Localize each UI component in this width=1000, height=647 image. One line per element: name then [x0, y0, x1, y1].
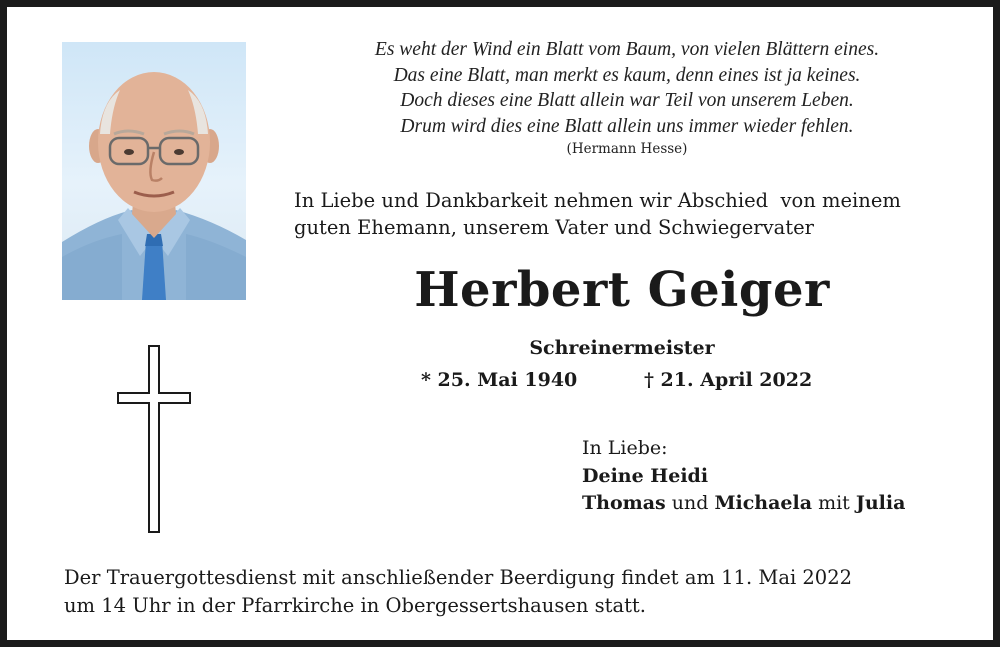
service-line: Der Trauergottesdienst mit anschließender Beerdigung findet am 11. Mai 2022: [64, 566, 853, 589]
death-date: † 21. April 2022: [644, 369, 813, 391]
portrait-photo: [62, 42, 246, 300]
intro-line: guten Ehemann, unserem Vater und Schwiegervater: [294, 216, 814, 239]
poem-author: (Hermann Hesse): [566, 141, 688, 157]
mourner-name: Thomas: [582, 492, 666, 514]
intro-line: In Liebe und Dankbarkeit nehmen wir Abschied von meinem: [294, 189, 901, 212]
birth-date: * 25. Mai 1940: [421, 369, 578, 391]
mourner-name: Michaela: [714, 492, 813, 514]
cross-icon: [117, 345, 191, 533]
poem-line: Das eine Blatt, man merkt es kaum, denn eines ist ja keines.: [393, 64, 861, 86]
service-info: [64, 564, 964, 620]
poem: [297, 37, 957, 159]
deceased-name: Herbert Geiger: [414, 262, 830, 318]
poem-line: Drum wird dies eine Blatt allein uns immer wieder fehlen.: [400, 115, 854, 137]
intro-text: [294, 187, 984, 241]
portrait-illustration: [62, 42, 246, 300]
deceased-profession: Schreinermeister: [529, 337, 715, 359]
mourner-line: Deine Heidi: [582, 464, 709, 487]
mourners: [582, 435, 905, 518]
poem-line: Doch dieses eine Blatt allein war Teil von unserem Leben.: [400, 90, 854, 111]
mourner-name: Julia: [855, 492, 906, 514]
poem-line: Es weht der Wind ein Blatt vom Baum, von vielen Blättern eines.: [374, 39, 880, 60]
mourner-connector: mit: [812, 492, 856, 514]
mourners-heading: In Liebe:: [582, 437, 668, 459]
mourner-connector: und: [665, 492, 715, 514]
service-line: um 14 Uhr in der Pfarrkirche in Obergessertshausen statt.: [64, 594, 646, 617]
mourner-line: [582, 490, 905, 518]
